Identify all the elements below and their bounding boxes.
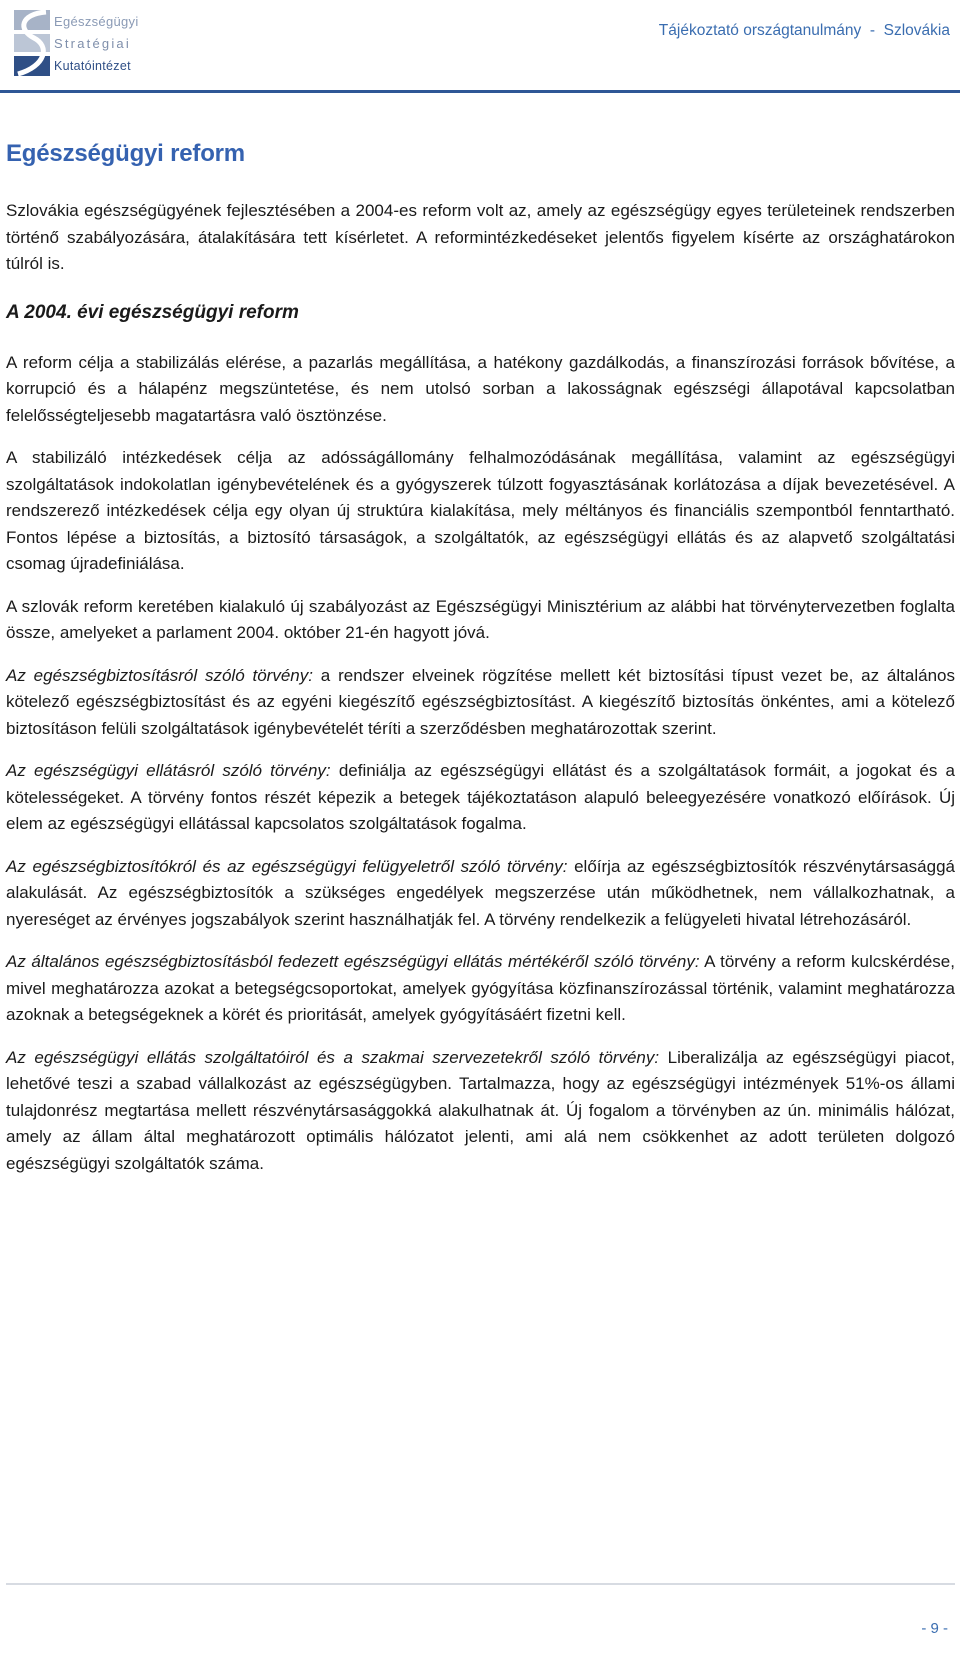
body-paragraph-1: A reform célja a stabilizálás elérése, a pazarlás megállítása, a hatékony gazdálkodás, a finanszírozási források bővítése, a korrupció és a hálapénz megszüntetése, és nem utolsó sorban a lakosságnak egészségi állapotával kapcsolatban felelősségteljesebb magatartásra való ösztönzése. [6,352,955,425]
law-paragraph-3 [6,854,955,934]
law-paragraph-4 [6,949,955,1029]
law-text: Liberalizálja az egészségügyi piacot, lehetővé teszi a szabad vállalkozást az egészségügyben. Tartalmazza, hogy az egészségügyi intézmények 51%-os állami tulajdonrész megtartása mellett részvénytársasággokká alakulhatnak át. Új fogalom a törvényben az ún. minimális hálózat, amely az állam által meghatározott optimális hálózatot jelenti, ami alá nem csökkenhet az adott területen dolgozó egészségügyi szolgáltatók száma. [6,1047,955,1173]
law-paragraph-2 [6,758,955,838]
logo-text-line2: Stratégiai [54,36,131,51]
law-title: Az egészségügyi ellátás szolgáltatóiról és a szakmai szervezetekről szóló törvény: [6,1047,660,1067]
page-number: - 9 - [921,1620,948,1637]
law-text: a rendszer elveinek rögzítése mellett két biztosítási típust vezet be, az általános kötelező egészségbiztosítást és az egyéni kiegészítő egészségbiztosítást. A kiegészítő biztosítás önkéntes, ami a kötelező biztosításon felüli szolgáltatások igénybevételét téríti a szerződésben meghatározottak szerint. [6,665,955,738]
institute-logo [12,8,152,80]
header-divider [0,90,960,93]
law-paragraph-5 [6,1045,955,1178]
main-content [6,130,955,1193]
subsection-heading: A 2004. évi egészségügyi reform [6,301,299,323]
law-title: Az egészségbiztosításról szóló törvény: [6,665,313,685]
document-title: Tájékoztató országtanulmány - Szlovákia [658,22,950,39]
law-text: definiálja az egészségügyi ellátást és a szolgáltatások formáit, a jogokat és a kötelességeket. A törvény fontos részét képezik a betegek tájékoztatáson alapuló beleegyezésére vonatkozó előírások. Új elem az egészségügyi ellátással kapcsolatos szolgáltatások fogalma. [6,761,955,833]
logo-text-line1: Egészségügyi [54,14,139,29]
law-text: előírja az egészségbiztosítók részvénytársasággá alakulását. Az egészségbiztosítók a szükséges engedélyek megszerzése után működhetnek, nem vállalkozhatnak, a nyereséget az érvényes jogszabályok szerint használhatják fel. A törvény rendelkezik a felügyeleti hivatal létrehozásáról. [6,856,955,929]
logo-text-line3: Kutatóintézet [54,59,131,73]
logo-mark-icon [12,8,54,80]
footer-divider [6,1583,955,1585]
body-paragraph-2: A stabilizáló intézkedések célja az adósságállomány felhalmozódásának megállítása, valamint az egészségügyi szolgáltatások indokolatlan igénybevételének és a gyógyszerek túlzott fogyasztásának korlátozása a díjak bevezetésével. A rendszerező intézkedések célja egy olyan új struktúra kialakítása, mely méltányos és financiális szempontból fenntartható. Fontos lépése a biztosítás, a biztosító társaságok, a szolgáltatók, az egészségügyi ellátás és az alapvető szolgáltatási csomag újradefiniálása. [6,448,955,573]
law-title: Az egészségügyi ellátásról szóló törvény: [6,761,331,780]
body-paragraph-3: A szlovák reform keretében kialakuló új szabályozást az Egészségügyi Minisztérium az alábbi hat törvénytervezetben foglalta össze, amelyeket a parlament 2004. október 21-én hagyott jóvá. [6,596,955,642]
law-paragraph-1 [6,663,955,743]
intro-paragraph: Szlovákia egészségügyének fejlesztésében a 2004-es reform volt az, amely az egészségügy egyes területeinek rendszerben történő szabályozására, átalakítására tett kísérletet. A reformintézkedéseket jelentős figyelem kísérte az országhatárokon túlról is. [6,201,955,273]
law-title: Az általános egészségbiztosításból fedezett egészségügyi ellátás mértékéről szóló törvény: [6,952,700,971]
page-header [0,0,960,95]
section-heading: Egészségügyi reform [6,140,245,167]
law-text: A törvény a reform kulcskérdése, mivel meghatározza azokat a betegségcsoportokat, amelyek gyógyítása közfinanszírozással történik, valamint meghatározza azoknak a betegségeknek a körét és prioritását, amelyek gyógyításáért fizetni kell. [6,952,955,1024]
page-footer [0,1583,960,1653]
law-title: Az egészségbiztosítókról és az egészségügyi felügyeletről szóló törvény: [6,856,568,876]
